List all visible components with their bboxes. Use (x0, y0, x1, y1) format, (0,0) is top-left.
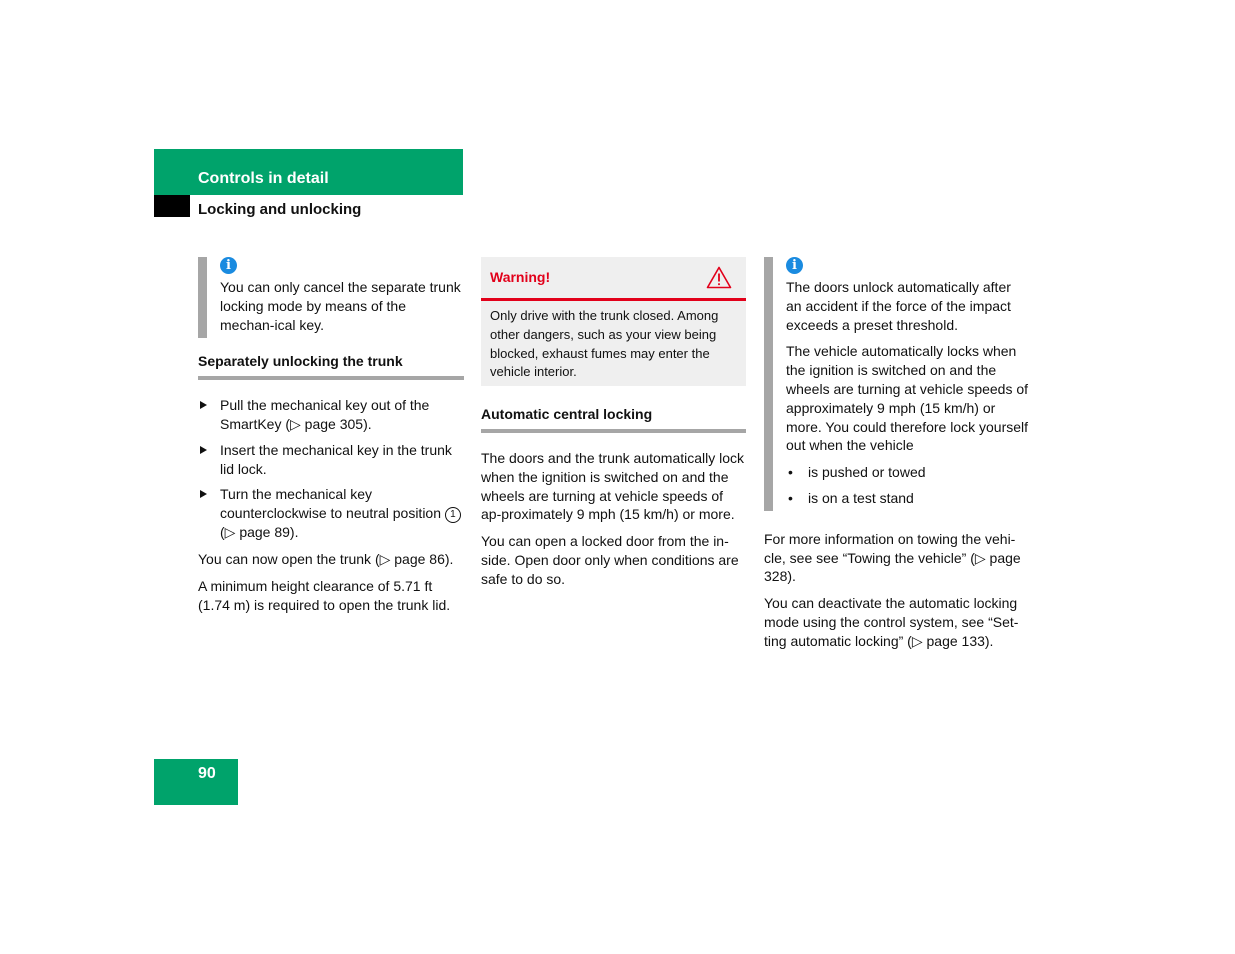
column-left (198, 255, 464, 622)
bullet-list (786, 463, 1030, 508)
step-item (198, 485, 464, 542)
warning-box (481, 257, 746, 386)
info-note (764, 255, 1030, 508)
step-text: (▷ page 89). (220, 524, 299, 541)
position-number: 1 (445, 507, 461, 523)
column-right (764, 255, 1030, 659)
section-heading: Automatic central locking (481, 405, 746, 433)
page-number: 90 (198, 765, 216, 782)
step-item: Pull the mechanical key out of the SmartKey (▷ page 305). (198, 396, 464, 434)
section-heading: Separately unlocking the trunk (198, 352, 464, 380)
info-icon: i (220, 257, 237, 274)
warning-text: Only drive with the trunk closed. Among other dangers, such as your view being blocked, exhaust fumes may enter the vehicle interior. (490, 308, 719, 380)
warning-header (481, 257, 746, 301)
page-number-box (154, 759, 238, 805)
paragraph: You can deactivate the automatic locking mode using the control system, see “Set-ting automatic locking” (▷ page 133). (764, 595, 1019, 649)
bullet-item: • is on a test stand (786, 489, 1030, 508)
note-bar (764, 257, 773, 511)
bullet-item: • is pushed or towed (786, 463, 1030, 482)
paragraph: You can open a locked door from the in-side. Open door only when conditions are safe to do so. (481, 533, 739, 587)
warning-body (481, 301, 746, 386)
note-bar (198, 257, 207, 338)
warning-triangle-icon (706, 266, 732, 289)
header-marker (154, 195, 190, 217)
step-item: Insert the mechanical key in the trunk lid lock. (198, 441, 464, 479)
info-note (198, 255, 464, 334)
note-text: You can only cancel the separate trunk locking mode by means of the mechan-ical key. (220, 279, 461, 333)
paragraph: The doors and the trunk automatically lock when the ignition is switched on and the wheels are turning at vehicle speeds of ap-proximately 9 mph (15 km/h) or more. (481, 449, 745, 523)
column-middle (481, 257, 746, 597)
info-icon: i (786, 257, 803, 274)
note-text: The vehicle automatically locks when the ignition is switched on and the wheels are turning at vehicle speeds of approximately 9 mph (15 km/h) or more. You could therefore lock yourself out when the vehicle (786, 343, 1029, 454)
paragraph: A minimum height clearance of 5.71 ft (1.74 m) is required to open the trunk lid. (198, 577, 451, 613)
paragraph: You can now open the trunk (▷ page 86). (198, 550, 454, 567)
note-text: The doors unlock automatically after an accident if the force of the impact exceeds a preset threshold. (786, 279, 1011, 333)
step-list (198, 396, 464, 542)
paragraph: For more information on towing the vehi-cle, see see “Towing the vehicle” (▷ page 328). (764, 530, 1021, 585)
step-text: Turn the mechanical key counterclockwise to neutral position (220, 486, 445, 522)
warning-title: Warning! (490, 269, 551, 286)
chapter-title: Controls in detail (198, 170, 329, 187)
section-subtitle: Locking and unlocking (198, 201, 362, 218)
